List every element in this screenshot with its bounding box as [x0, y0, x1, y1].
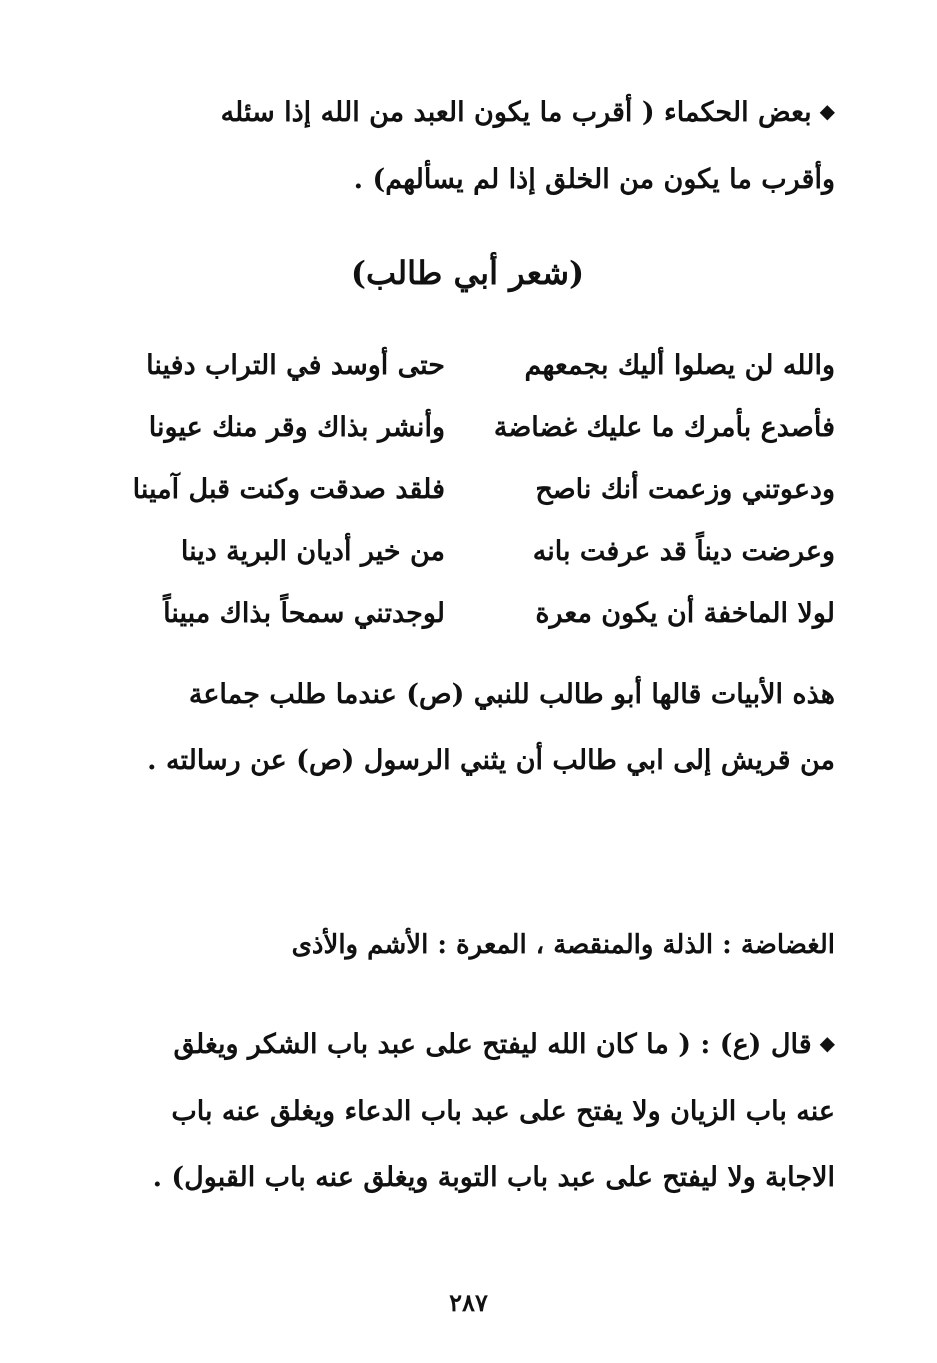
wisdom-quote-line-2: وأقرب ما يكون من الخلق إذا لم يسألهم) .	[353, 164, 835, 195]
page-number: ٢٨٧	[449, 1288, 488, 1317]
poem-context-paragraph	[100, 662, 835, 794]
poem-verse	[100, 335, 835, 397]
wisdom-quote-text-1: بعض الحكماء ( أقرب ما يكون العبد من الله إذا سئله	[220, 97, 812, 128]
poem-context-line-2: من قريش إلى ابي طالب أن يثني الرسول (ص) عن رسالته .	[147, 745, 835, 776]
poem-verse	[100, 521, 835, 583]
verse-first-hemistich: ودعوتني وزعمت أنك ناصح	[535, 474, 835, 505]
verse-second-hemistich: حتى أوسد في التراب دفينا	[146, 350, 445, 381]
verse-first-hemistich: فأصدع بأمرك ما عليك غضاضة	[493, 412, 835, 443]
poem-verse	[100, 583, 835, 645]
imam-saying-paragraph	[100, 1012, 835, 1211]
imam-saying-line-1	[100, 1012, 835, 1079]
poem-heading: (شعر أبي طالب)	[350, 254, 585, 292]
poem	[100, 335, 835, 645]
glossary-note: الغضاضة : الذلة والمنقصة ، المعرة : الأشم والأذى	[291, 930, 835, 960]
verse-first-hemistich: والله لن يصلوا أليك بجمعهم	[524, 350, 835, 381]
verse-first-hemistich: لولا الماخفة أن يكون معرة	[535, 598, 835, 629]
verse-second-hemistich: لوجدتني سمحاً بذاك مبيناً	[163, 598, 445, 629]
diamond-bullet-icon: ◆	[819, 1031, 835, 1055]
poem-context-line-1: هذه الأبيات قالها أبو طالب للنبي (ص) عندما طلب جماعة	[188, 679, 835, 710]
poem-verse	[100, 397, 835, 459]
wisdom-quote-line-1	[100, 80, 835, 147]
diamond-bullet-icon: ◆	[819, 99, 835, 123]
poem-verse	[100, 459, 835, 521]
verse-second-hemistich: فلقد صدقت وكنت قبل آمينا	[132, 474, 445, 505]
wisdom-quote-paragraph	[100, 80, 835, 213]
imam-saying-text-1: قال (ع) : ( ما كان الله ليفتح على عبد باب الشكر ويغلق	[173, 1029, 812, 1060]
verse-second-hemistich: من خير أديان البرية دينا	[180, 536, 445, 567]
verse-first-hemistich: وعرضت ديناً قد عرفت بانه	[532, 536, 835, 567]
imam-saying-line-2: عنه باب الزيان ولا يفتح على عبد باب الدعاء ويغلق عنه باب	[171, 1096, 835, 1127]
verse-second-hemistich: وأنشر بذاك وقر منك عيونا	[148, 412, 445, 443]
imam-saying-line-3: الاجابة ولا ليفتح على عبد باب التوبة ويغلق عنه باب القبول) .	[152, 1162, 835, 1193]
